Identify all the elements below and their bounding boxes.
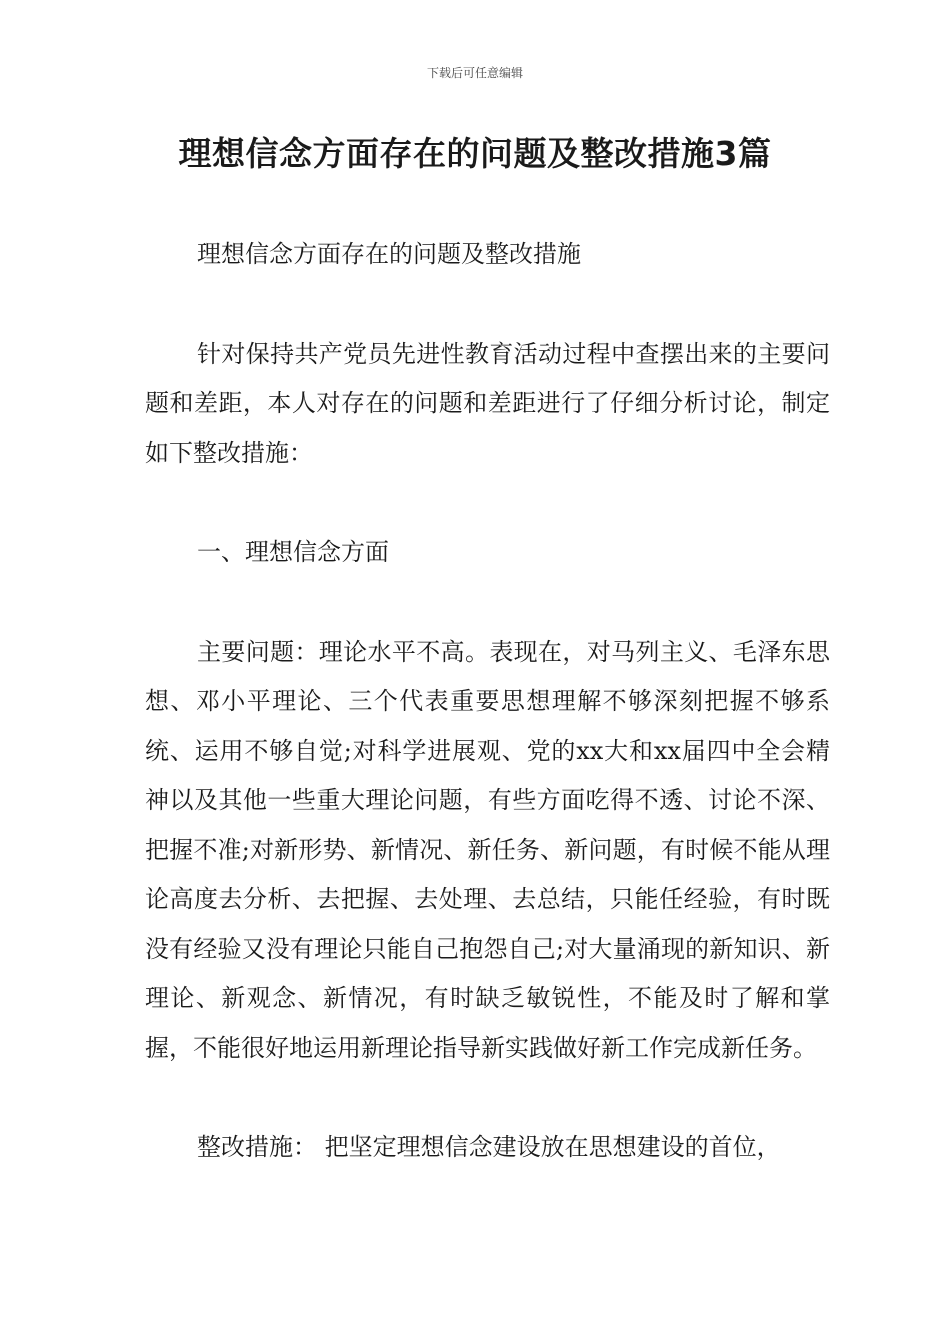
subtitle-paragraph: 理想信念方面存在的问题及整改措施	[197, 240, 581, 268]
document-title: 理想信念方面存在的问题及整改措施3篇	[178, 134, 772, 173]
document-body	[145, 230, 830, 1173]
intro-paragraph: 针对保持共产党员先进性教育活动过程中查摆出来的主要问题和差距，本人对存在的问题和差距进行了仔细分析讨论，制定如下整改措施：	[145, 339, 830, 467]
header-note: 下载后可任意编辑	[426, 66, 523, 80]
section-heading: 一、理想信念方面	[197, 538, 389, 566]
problem-paragraph: 主要问题：理论水平不高。表现在，对马列主义、毛泽东思想、邓小平理论、三个代表重要思想理解不够深刻把握不够系统、运用不够自觉;对科学进展观、党的xx大和xx届四中全会精神以及其他一些重大理论问题，有些方面吃得不透、讨论不深、把握不准;对新形势、新情况、新任务、新问题，有时候不能从理论高度去分析、去把握、去处理、去总结，只能任经验，有时既没有经验又没有理论只能自己抱怨自己;对大量涌现的新知识、新理论、新观念、新情况，有时缺乏敏锐性，不能及时了解和掌握，不能很好地运用新理论指导新实践做好新工作完成新任务。	[145, 637, 830, 1062]
measures-paragraph: 整改措施： 把坚定理想信念建设放在思想建设的首位，	[197, 1133, 781, 1161]
